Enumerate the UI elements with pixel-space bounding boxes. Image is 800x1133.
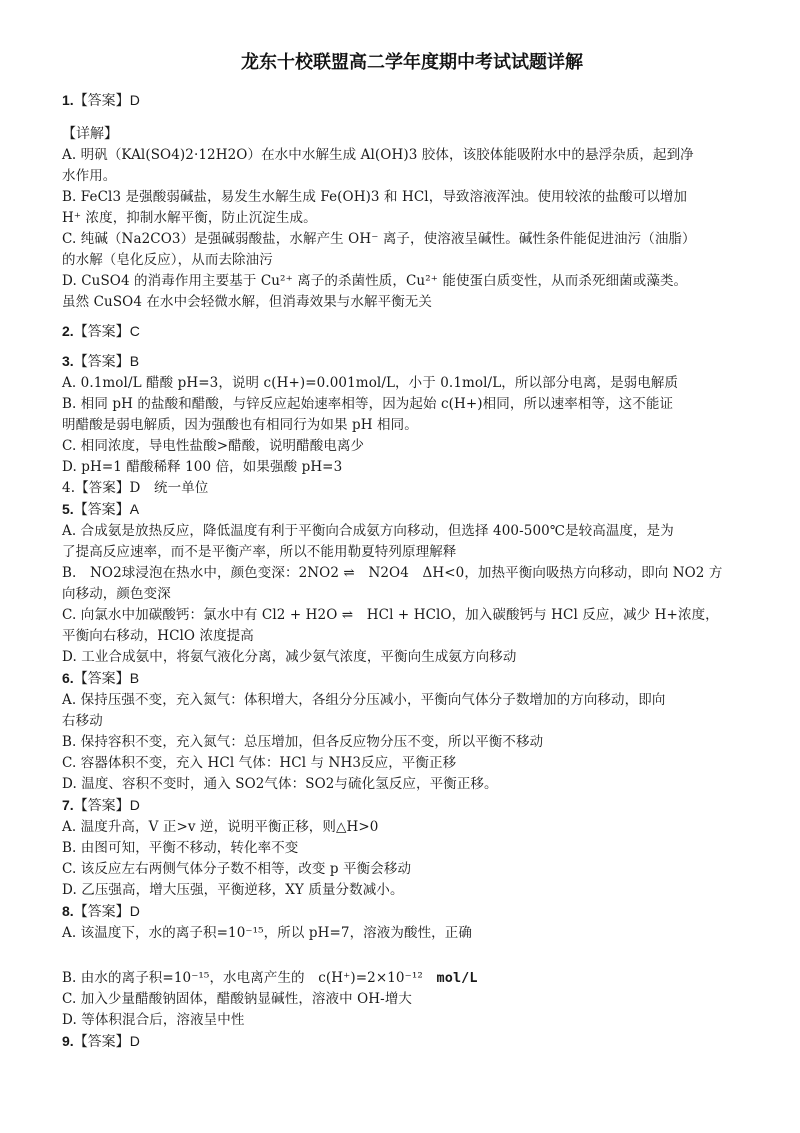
answer-tag: 【答案】 — [73, 671, 130, 687]
question-number: 8. — [62, 903, 74, 919]
page-title: 龙东十校联盟高二学年度期中考试试题详解 — [241, 52, 583, 73]
explanation-line: C. 纯碱（Na2CO3）是强碱弱酸盐，水解产生 OH⁻ 离子，使溶液呈碱性。碱性条件能促进油污（油脂） — [62, 231, 696, 247]
explanation-line: A. 0.1mol/L 醋酸 pH=3，说明 c(H+)=0.001mol/L，小于 0.1mol/L，所以部分电离，是弱电解质 — [62, 375, 679, 391]
answer-letter: D — [129, 903, 140, 919]
explanation-line: D. 温度、容积不变时，通入 SO2气体：SO2与硫化氢反应，平衡正移。 — [62, 776, 498, 792]
answer-line-8 — [62, 901, 762, 923]
answer-line-7 — [62, 795, 762, 817]
answer-tag: 【答案】 — [73, 324, 130, 340]
explanation-line — [62, 968, 762, 989]
explanation-line: C. 容器体积不变，充入 HCl 气体：HCl 与 NH3反应，平衡正移 — [62, 755, 457, 771]
explanation-line: 右移动 — [62, 713, 103, 729]
answer-tag: 【答案】 — [73, 904, 130, 920]
explanation-line: D. CuSO4 的消毒作用主要基于 Cu²⁺ 离子的杀菌性质，Cu²⁺ 能使蛋白质变性，从而杀死细菌或藻类。 — [62, 273, 688, 289]
unit-label: mol/L — [436, 970, 478, 986]
answer-letter: D — [129, 92, 140, 108]
explanation-line: B. FeCl3 是强酸弱碱盐，易发生水解生成 Fe(OH)3 和 HCl，导致溶液浑浊。使用较浓的盐酸可以增加 — [62, 189, 688, 205]
answer-line-2 — [62, 321, 762, 343]
answer-line-3 — [62, 351, 762, 373]
answer-line-1 — [62, 90, 762, 112]
explanation-line: C. 该反应左右两侧气体分子数不相等，改变 p 平衡会移动 — [62, 861, 412, 877]
answer-tag: 【答案】 — [73, 93, 130, 109]
explanation-line: C. 加入少量醋酸钠固体，醋酸钠显碱性，溶液中 OH-增大 — [62, 991, 413, 1007]
explanation-line: B. 由图可知，平衡不移动，转化率不变 — [62, 840, 299, 856]
explanation-line: A. 明矾（KAl(SO4)2·12H2O）在水中水解生成 Al(OH)3 胶体，该胶体能吸附水中的悬浮杂质，起到净 — [62, 147, 694, 163]
explanation-line: 向移动，颜色变深 — [62, 586, 171, 602]
question-number: 1. — [62, 92, 74, 108]
explanation-line: 虽然 CuSO4 在水中会轻微水解，但消毒效果与水解平衡无关 — [62, 294, 433, 310]
explanation-line: A. 温度升高，V 正>v 逆，说明平衡正移，则△H>0 — [62, 819, 379, 835]
question-number: 3. — [62, 353, 74, 369]
question-8 — [62, 901, 762, 1031]
explanation-line: C. 相同浓度，导电性盐酸>醋酸，说明醋酸电离少 — [62, 438, 365, 454]
question-number: 7. — [62, 797, 74, 813]
question-number: 6. — [62, 670, 74, 686]
question-6 — [62, 668, 762, 795]
explanation-line: 明醋酸是弱电解质，因为强酸也有相同行为如果 pH 相同。 — [62, 417, 418, 433]
answer-line-4: 4.【答案】D 统一单位 — [62, 480, 209, 496]
question-number: 5. — [62, 501, 74, 517]
question-9 — [62, 1031, 762, 1053]
explanation-line: 平衡向右移动，HClO 浓度提高 — [62, 628, 254, 644]
explanation-line: 水作用。 — [62, 168, 117, 184]
answer-tag: 【答案】 — [73, 354, 130, 370]
explanation-line: D. 工业合成氨中，将氨气液化分离，减少氨气浓度，平衡向生成氨方向移动 — [62, 649, 517, 665]
explanation-line: D. 乙压强高，增大压强，平衡逆移，XY 质量分数减小。 — [62, 882, 404, 898]
explanation-line: D. 等体积混合后，溶液呈中性 — [62, 1012, 245, 1028]
answer-letter: C — [129, 323, 140, 339]
explanation-line: 了提高反应速率，而不是平衡产率，所以不能用勒夏特列原理解释 — [62, 544, 457, 560]
answer-tag: 【答案】 — [73, 798, 130, 814]
question-4 — [62, 478, 762, 499]
question-number: 2. — [62, 323, 74, 339]
explanation-line: C. 向氯水中加碳酸钙：氯水中有 Cl2 + H2O ⇌ HCl + HClO，加入碳酸钙与 HCl 反应，减少 H+浓度， — [62, 607, 719, 623]
answer-line-9 — [62, 1031, 762, 1053]
question-3 — [62, 351, 762, 478]
answer-tag: 【答案】 — [73, 502, 130, 518]
explanation-line: A. 该温度下，水的离子积=10⁻¹⁵，所以 pH=7，溶液为酸性，正确 — [62, 925, 472, 941]
question-2 — [62, 321, 762, 343]
answer-tag: 【答案】 — [73, 1034, 130, 1050]
question-number: 9. — [62, 1033, 74, 1049]
explanation-line: B. 相同 pH 的盐酸和醋酸，与锌反应起始速率相等，因为起始 c(H+)相同，所以速率相等，这不能证 — [62, 396, 674, 412]
answer-letter: D — [129, 1033, 140, 1049]
explanation-text: B. 由水的离子积=10⁻¹⁵，水电离产生的 c(H⁺)=2×10⁻¹² — [62, 970, 423, 986]
explanation-line: A. 保持压强不变，充入氮气：体积增大，各组分分压减小，平衡向气体分子数增加的方向移动，即向 — [62, 692, 666, 708]
answer-line-6 — [62, 668, 762, 690]
answer-letter: A — [129, 501, 140, 517]
explanation-line: 的水解（皂化反应），从而去除油污 — [62, 252, 273, 268]
explanation-line: A. 合成氨是放热反应，降低温度有利于平衡向合成氨方向移动，但选择 400-500℃是较高温度，是为 — [62, 523, 674, 539]
question-1 — [62, 90, 762, 313]
answer-line-5 — [62, 499, 762, 521]
explanation-line: D. pH=1 醋酸稀释 100 倍，如果强酸 pH=3 — [62, 459, 343, 475]
question-5 — [62, 499, 762, 668]
explanation-line: H⁺ 浓度，抑制水解平衡，防止沉淀生成。 — [62, 210, 317, 226]
document-page — [62, 50, 762, 1053]
explanation-line: B. 保持容积不变，充入氮气：总压增加，但各反应物分压不变，所以平衡不移动 — [62, 734, 544, 750]
answer-letter: D — [129, 797, 140, 813]
answer-letter: B — [129, 353, 140, 369]
detail-tag: 【详解】 — [62, 126, 118, 142]
answer-letter: B — [129, 670, 140, 686]
question-7 — [62, 795, 762, 901]
explanation-line: B. NO2球浸泡在热水中，颜色变深：2NO2 ⇌ N2O4 ΔH<0，加热平衡向吸热方向移动，即向 NO2 方 — [62, 565, 723, 581]
